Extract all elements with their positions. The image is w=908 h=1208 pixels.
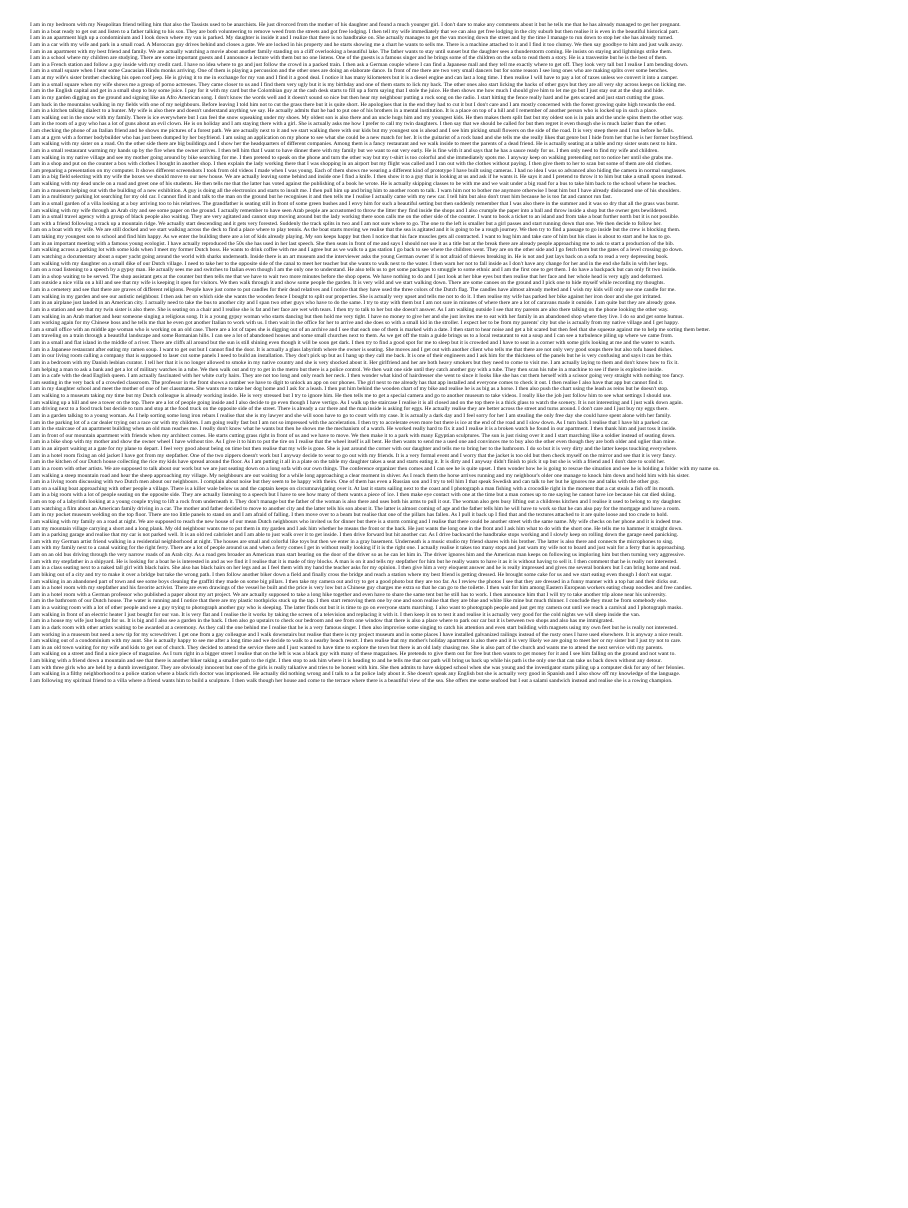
text-line: I am in my bedroom with my Neapolitan friend telling him that also the Tassists used to be anarchists. He just divorced from the mother of his daughter and found a much younger girl. I don't dare to make any comments about it but he tells me that he has already managed to get her pregnant. xyxy=(30,22,681,28)
text-line: I am walking with my wife through an Arab city and see some paper on the ground. I actually remember to have seen Arab people are accustomed to throw the litter they find inside the shops and I also crumple the paper into a ball and throw inside a shop but the owner gets bewildered. xyxy=(30,207,668,214)
text-line: I am in an airport waiting at a gate for my plane to depart. I feel very good about being on time but then realise that my wife is gone. She is just around the corner with our daughter and tells me to bring her to the bathroom. I do so but it is very dirty and the latter keeps touching everywhere. xyxy=(30,446,678,452)
text-line: I am in the bathroom of our Dutch house. The water is running and I notice that there are my plastic toothpicks stuck up the tap. I then start removing them one by one and soon realise that they are blue and white like mine but much thinner. I conclude they must be from somebody else. xyxy=(30,598,668,605)
text-line: I am walking out in the snow with my family. There is ice everywhere but I can feel the snow squeaking under my shoes. My oldest son is also there and an uncle hugs him and my youngest kids. He then makes them split fast but my oldest son is in pain and the uncle spins them the other way. xyxy=(30,114,684,121)
text-line: I am in a parking garage and realise that my car is not parked well. It is an old red cabriolet and I am able to just walk over it to get inside. I then drive forward but hit another car. As I drive backward the handbrake stops working and I slowly keep on rolling down the garage need panicking. xyxy=(30,532,679,539)
text-line: I am in a dark room with other artists waiting to be awarded at a ceremony. As they call the one behind me I realise that he is a very famous singer. I then also improvise some singing to catch his attention and even start building with magnets using my own feet but he is really not interested. xyxy=(30,624,678,631)
text-line: I am in a school where my children are studying. There are some important guests and I announce a lecture with them but no one listens. One of the guests is a famous singer and he brings some of the children on the sofa to read them a story. He is a trasvestite but he is the best of them. xyxy=(30,55,668,62)
text-line: I am in the kitchen of our Dutch house collecting the rice my kids have spread around the floor. As I am putting it all in a plate on the table my daughter takes a seat and starts eating it. It is dirty and I anyway didn't finish to pick it up but she is with a friend and I don't dare to scold her. xyxy=(30,459,666,466)
text-line: I am back in the mountains walking in my fields with one of my neighbours. Before leaving I told him not to cut the grass there but it is quite short. He apologises that in the end they had to cut it but I don't care and I am mostly concerned with the forest growing quite high towards the end. xyxy=(30,101,676,108)
text-line: I am on a sailing boat approaching with other people a village. There is a killer wale below us and the captain keeps on circumnavigating over it. At last it starts sailing next to the coast and I photograph a man fishing with a crocodile right in the moment that a cat steals a fish off its mouth. xyxy=(30,485,675,492)
text-line: I am walking in an abandoned part of town and see some boys cleaning the graffiti they made on some big pillars. I then take my camera out and try to get a good photo but they are too far. As I review the photos I see that they are dressed in a funny manner with a top hat and their dicks out. xyxy=(30,578,679,585)
text-line: I am at my wife's sister brother checking his open roof jeep. He is giving it to me in exchange for my van and I find it a good deal. I notice it has many kilometers but it is a diesel engine and can last a long time. I then realise I will have to pay a lot of taxes unless we convert it into a camper. xyxy=(30,75,679,81)
text-line: I am with my stepfather in a shipyard. He is looking for a boat he is interested in and as we find it I realise that it is made of tiny blocks. A man is on it and tells my stepfather for him but he really wants to have it as it is without having to sell it. I then comment that he is really not interested. xyxy=(30,558,678,565)
text-line: I am in a class seating next to a naked tall girl with black hairs. She also has black hairs on her legs and as I feel them with my hand the teacher asks for my opinion. I then give him a very eloquent answer and he is really impressed and gives me several bonkers but I can bring home and read. xyxy=(30,565,681,572)
text-line: I am walking with my dead uncle on a road and greet one of his students. He then tells me that the latter has voted against the publishing of a book he wrote. He is actually skipping classes to be with me and we wait under a big road for a bus to take him back to the school where he teaches. xyxy=(30,181,677,187)
text-line: I am with my family next to a canal waiting for the right ferry. There are a lot of people around us and when a ferry comes I get in without really looking if it is the right one. I actually realise it takes too many stops and just warn my wife not to board and just wait for a ferry that is approaching. xyxy=(30,545,686,552)
text-line: I am in a boat ready to get out and listen to a father talking to his son. They are both volunteering to remove weed from the streets and got free lodging. I then tell my wife immediately that we can also get free lodging in the city suburb but then realise it is even in the beautiful historical part. xyxy=(30,28,679,35)
text-line: I am my mountain village carrying a short and a long plank. My old neighbour wants me to put them in my garden and I ask him whether he means the front or the back. He just wants the long one in the front and I ask him what to do with the short one. He tells me to hammer it straight down. xyxy=(30,525,683,532)
text-line: I am on a road listening to a speech by a gypsy man. He actually sees me and switches to Italian even though I am the only one to understand. He also tells us to get some packages to smuggle to some ethnic and I am the first one to get them. I do have a backpack but can only fit two inside. xyxy=(30,267,677,274)
text-line: I am on a boat with my wife. We are still docked and we start walking across the deck to find a place where to play tennis. As the boat starts moving we realise that the sea is agitated and it is going to be a rough journey. We then try to find a passage to go inside but the crew is blocking them. xyxy=(30,227,681,234)
text-line: I am in a small and flat island in the middle of a river. There are cliffs all around but the sun is still shining even though it will be soon get dark. I then try to find a good spot for me to sleep but it is crowded and I have to seat in a corner with some girls looking at me and the water to watch. xyxy=(30,340,676,346)
text-line: I am in a car with my wife and park in a small road. A Moroccan guy drives behind and closes a gate. We are locked in his property and he starts showing me a chart he wants to sells me. There is a machine attached to it and I find it too clumsy. We then say goodbye to him and just walk away. xyxy=(30,41,683,48)
text-line: I am walking a steep mountain road and hear the sheep approaching my village. My neighbours are out waiting for a while long approaching a clear moment in shiver. As I reach them the horse arrives running and my neighbour's older one manage to knock him down and hold him with his sister. xyxy=(30,472,690,479)
text-line: I am walking in my native village and see my mother going around by bike searching for me. I then pretend to speak on the phone and turn the other way but my t-shirt is too colorful and she immediately spots me. I anyway keep on walking pretending not to notice her until she grabs me. xyxy=(30,154,673,161)
text-line: I am biking with a friend down a mountain and see that there is another biker taking a smaller path to the right. I then stop to ask him where it is heading to and he tells me that our path will bring us back up while his path is the only one that can take us back down without any detour. xyxy=(30,658,662,664)
text-line: I am with three girls who are held by a dumb investigator. They are obviously innocent but one of the girls is really talkative and tries to be honest with him. She then admits to have skipped school when she was young and the investigator starts piling up a computer disk for any of her felonies. xyxy=(30,664,685,671)
text-line: I am walking in front of an electric heater I just bought for our van. It is very flat and I realise the it works by taking the screen of a television and replacing it with it. I then keep it on to test it and realise it is actually very good for the cold nights we will sleep inside the van. xyxy=(30,611,641,618)
text-line: I am with a friend following a track up a mountain ridge. We actually start descending and it gets very forested. Suddenly the track splits in two and I am not sure where to go. The one to the left is smaller but a girl passes and start running down that one. We then decide to follow her. xyxy=(30,220,662,227)
text-line: I am in a living room discussing with two Dutch men about our neighbours. I complain about noise but they seem to be happy with theirs. One of them has even a Russian son and I try to tell him I that speak Swedish and can talk to her but he ignores me and talks with the other guy. xyxy=(30,479,660,486)
text-line: I am in a multistory parking lot searching for my old car. I cannot find it and talk to the man on the ground but he recognises it and then tells me I realise I actually came with my new car. I tell him but also don't trust him because he is too fat and cannot run fast. xyxy=(30,194,612,201)
text-line: I am in a bike shop with my mother and show the owner wheel I have without tire. As I give it to him to put the tire on I realise that the wheel itself is all bent. He then wants to send me a used one and convinces me to buy also the other even though they are both older and uglier than mine. xyxy=(30,439,676,446)
text-line: I am traveling on a train through a beautiful landscape and some Romanian hills. I can see a lot of abandoned houses and some small churches next to them. As we get off the train a guide brings us to a local restaurant to eat a soup and I can see a turbulence piling up where we came from. xyxy=(30,333,674,340)
text-line: I am on top of a labyrinth looking at a young couple trying to lift a rock from underneath it. They don't manage but the father of the woman is also there and uses both his arms to pull it out. The woman also gets busy lifting out a childrens kitchen and I realise it used to belong to my daughter. xyxy=(30,499,682,505)
text-line: I am in an airplane just landed in an American city. I actually need to take the bus to another city and I span two other guys who have to do the same. I try to stay with them but I am not sure in minutes of where there are a lot of caravans made it outside. I am quite but they are already gone. xyxy=(30,300,677,307)
text-line: I am in a small square when my wife shows me a group of porno actresses. They came closer to us and I find them very ugly but it is my birthday and one of them starts to lick my back. The other ones also start licking the backs of other guys but they are all very shy across keeps on licking me. xyxy=(30,81,687,88)
text-line: I am in a bedroom with my Danish lesbian curator. I tell her that it is no longer allowed to smoke in my native country and she is very shocked about it. Her girlfriend and her are both heavy smokers but they need to come to visit me. I am actually laying to them and don't know how to fix it. xyxy=(30,359,679,366)
text-line: I am in a small square when I hear some Caucasian Hindu monks arriving. One of them is playing a percussion and the other ones are doing an elaborate dance. In front of me there are two very small dancers but for some reason I see long ones who are making splits over some benches. xyxy=(30,68,669,75)
text-line: I am checking the phone of an Italian friend and he shows me pictures of a forest path. We are actually next to it and we start walking there with our kids but my youngest son is ahead and I see him picking small flowers on the side of the road. It is very steep there and I run before he falls. xyxy=(30,128,675,134)
text-line: I am in an apartment high up a condominium and I look down where my van is parked. My daughter is inside it and I realize that there is no handbrake on. She actually manages to get the van moving down the street and by the time I manage to run down to stop her she has already turned. xyxy=(30,35,674,42)
text-line: I am walking out of a condominium with my aunt. She is actually happy to see me after a long time and we decide to walk to a nearby beach resort. I then realise that my mother's holiday apartment is also there and it is very likely we are going to meet her or my sister but I just try not to care. xyxy=(30,638,682,645)
text-line: I am in a cafe with the dead English queen. I am actually fascinated with her white curly hairs. They are not too long and only reach her neck. I then wonder what kind of hairdresser she went to since it looks like she has cut them herself with a scissor going very straight with nothing too fancy. xyxy=(30,373,685,380)
text-line: I am walking with my sister on a road. On the other side there are big buildings and I show her the headquarters of different companies. Among them is a fancy restaurant and we walk inside to meet the parents of a dead friend. He is actually seating at a table and my sister seats next to him. xyxy=(30,141,677,148)
text-line: I am in a kitchen talking dialect to a hunter. My wife is also there and doesn't understand anything we say. He actually admits that he had to put one of his brothers in a mental institution. It is a place on top of a hill and I remember of another person who is locked up in such a place. xyxy=(30,108,658,115)
text-line: I am in an apartment with my best friend and family. We are actually watching a movie about another family standing on a cliff overlooking a beautiful lake. The father wants to stay until sunset but the daughter sees a thunderstorm coming. He insists on staying and lightnings strike them. xyxy=(30,48,673,55)
text-line: I am in a hotel room with my stepfather and his favorite activist. There are even drawings of the vessel he built and the price is very low but a Chinese guy charges me extra so that he can go to the toilette. I then wait for him among Eastern European workers eating cheap noodles and free candies. xyxy=(30,585,693,592)
text-line: I am in a house my wife just bought for us. It is big and I also see a garden in the back. I then also go upstairs to check our bedroom and see from one window that there is also a place where to park our car but it is between two shops and also has me immigrated. xyxy=(30,618,614,625)
text-line: I am in the room of a guy who has a lot of guns about an evil clown. He is on holiday and I am staying there with a girl. She is actually asks me how I prefer to call my twin daughters. I then say that we should be called for but then regret it even though she is much lazier than the other. xyxy=(30,121,667,128)
text-line: I am in a small restaurant warming my hands up by the fire when the owner arrives. I then tell him that I want to have dinner there with my family but we want to eat very early. He is fine with it and says that he has a sauce ready for us. I then only need to find my wife and children. xyxy=(30,147,659,154)
text-line: I am in an old town waiting for my wife and kids to get out of church. They decided to attend the service there and I just wanted to have time to explore the town but there is an old lady chasing me. She is also part of the church and wants me to attend the next service with my parents. xyxy=(30,644,664,651)
text-line: I am walking to a museum taking my time but my Dutch colleague is already working inside. He is very stressed but I try to ignore him. He then tells me to get a special camera and go to another museum to take videos. I really like the job just follow him to see what settings I should use. xyxy=(30,393,672,399)
text-line: I am watching a documentary about a super yacht going around the world with sharks underneath. Inside there is an art museum and the interviewer asks the young German owner if is not afraid of thieves breaking in. He is not and just lays back on a sofa to read a very depressing book. xyxy=(30,253,669,260)
text-line: I am a small office with an middle age woman who is working on an old case. There are a lot of tapes she is digging out of an archive and I see that each one of them is marked with a date. I then start to hear noise and get a bit scared but then feel that she squeeze against me to help me sorting them better. xyxy=(30,326,711,333)
text-line: I am in a hotel room with a German professor who published a paper about my art project. We are actually supposed to take a long hike together and even have to share the same tent but he still has to work. I then announce him that I will try to take another trip alone near his university. xyxy=(30,591,667,598)
text-line: I am with my German artist friend walking in a residential neighborhood at night. The houses are small and colorful like toys but then we enter in a gray basement. Underneath is a music studio my friend shares with his brother. The latter is also there and connects the microphones to sing. xyxy=(30,538,674,545)
text-line: I am on an old bus driving through the very narrow roads of an Arab city. As a road gets broader an American man start bearing on the door of the driver so as he can let him in. The driver ignores him and the American man keeps on following us imploring him but then turning very aggressive. xyxy=(30,552,685,558)
text-line: I am in an important meeting with a famous young ecologist. I have actually reproduced the 50s she has used in her last speech. She then seats in front of me and says I should not use it as a title but at the break there are already people approaching me to ask to start a production of the bib. xyxy=(30,240,675,247)
text-line: I am walking in an Arab market and hear someone singing a religious song. It is a young gypsy woman who starts dancing but then hold me very tight. I have no money to give her and she just invites me to eat with her family in an abandoned shop where they live. I do so and get some humus. xyxy=(30,313,684,320)
text-line: I am in a waiting room with a lot of other people and see a guy trying to photograph another guy who is sleeping. The latter finds out but it is time to go on everyone starts marching. I also want to photograph people and just get my camera out until we reach a carnival and I photograph masks. xyxy=(30,605,683,611)
text-line: I am walking on a street and find a nice piece of magazine. As I turn right in a bigger street I realise that on the left is was a black guy with many of these magazines. He pretends to give them out for free but then wants to get money for it and I see him falling on the ground and not want to. xyxy=(30,651,676,658)
text-line: I am outside a nice villa on a hill and see that my wife is keeping it open for visitors. We then walk through it and show some people the garden. It is very wild and we start walking down. There are some canoes on the ground and I pick one to hide myself while recording my thoughts. xyxy=(30,280,665,287)
text-line: I am walking in a filthy neighborhood to a police station where a black rich doctor was imprisoned. He actually did nothing wrong and I talk to a fat police lady about it. She doesn't speak any English but she is actually very good in Spanish and I also show off my knowledge of the language. xyxy=(30,671,681,678)
text-line: I am in my pocket museum welding on the top floor. There are too little panels to stand on and I am afraid of falling. I then move over to a beam but realise that one of the pillars has fallen. As I pull it back up I find that and the textures attached to it are quite loose and too crude to hold. xyxy=(30,512,668,519)
text-line: I am seating in the very back of a crowded classroom. The professor in the front shows a number we have to digit to unlock an app on our phones. The girl next to me already has that app installed and everyone comes to check it out. I then realise I also have that app but cannot find it. xyxy=(30,379,664,386)
text-line: I am walking in my garden and see our autistic neighbour. I then ask her on which side she wants the wooden fence I bought to split our properties. She is actually very upset and tells me not to do it. I then realise my wife has parked her bike against her iron door and she got irritated. xyxy=(30,293,662,300)
text-line: I am at a gym with a former bodybuilder who has just been dumped by her boyfriend. I am using an application on my phone to see what she could be a new match for her. It is the guitarist of a rock band and she tells me she really likes that genre but I hide from her that he is her former boyfriend. xyxy=(30,134,694,141)
text-block xyxy=(30,22,882,685)
text-line: I am in a big room with a lot of people seating on the opposite side. They are actually listening to a speech but I have to see how many of them wants a piece of ice. I then make eye contact with one at the time but a man comes up to me saying he cannot have ice because his cat died skiing. xyxy=(30,492,676,499)
text-line: I am watching a film about an American family driving in a car. The mother and father decided to move to another city and the latter tells his son about it. The latter is almost coming of age and the father tells him he will have to work so that he can also pay for the mortgage and have a room. xyxy=(30,505,681,512)
text-line: I am in a cemetery and see that there are graves of different religions. People have just come to put candles for their dead relatives and I notice that they have used the three colors of the Dutch flag. The candles have almost already melted and I wish my kids will only use one candle for me. xyxy=(30,287,676,293)
text-line: I am biking out of a city and try to make it over a bridge but take the wrong path. I then follow another biker down a field and finally cross the bridge and reach a station where my best friend is getting dressed. He brought some cake for us and we start eating even though I don't eat sugar. xyxy=(30,571,672,578)
text-line: I am in a museum helping out with the building of a new exhibition. A guy is doing all the electronics and starts to insult me. I then pull him up and bring him to another room to talk. I warn him not to bother me anymore otherwise I beat him but I have already dislocated one of his shoulders. xyxy=(30,187,681,194)
text-line: I am in front of our mountain apartment with friends when my architect comes. He starts cutting grass right in front of us and we have to move. We then make it to a park with many Egyptian sculptures. The sun is just rising over it and I start marching like a soldier instead of seating down. xyxy=(30,432,676,439)
text-line: I am in the parking lot of a car dealer trying out a race car with my children. I am going really fast but I am not so impressed with the acceleration. I then try to accelerate even more but there is ice at the end of the road and I slow down. As I turn back I realise that I have hit a parked car. xyxy=(30,419,669,426)
text-line: I am in the English capital and get in a small shop to buy some juice. I pay for it with my card but the Colombian guy at the cash desk starts to fill up a form saying that I stole the juice. He then shows me how much I should give him to let me go but I just stay out at the shop and hide. xyxy=(30,88,665,95)
text-line: I am in a small garden of a villa looking at a boy arriving too to his relatives. The grandfather is seating still in front of some green bushes and I envy him for such a beautiful setting but then suddenly remember that I was also there in the summer and it was so dry that all the grass was burnt. xyxy=(30,200,680,207)
text-line: I am in a Japanese restaurant after eating my ramen soup. I want to get out but I cannot find the door. It is actually a glass labyrinth where the owner is seating. She moves and I get out with another client who tells me that there are not only very good soups there but also tofu based dishes. xyxy=(30,346,674,353)
text-line: I am preparing a presentation on my computer. It shows different screenshots I took from old videos I made when I was young. Each of them shows me wearing a different kind of prototype I have built using cameras. I had no idea I was so advanced also hiding the camera in normal sunglasses. xyxy=(30,167,687,174)
text-line: I am in my garden digging on the ground and signing like an Afro American song. I don't know the words well and it doesn't sound so nice but then hear my neighbour putting a rock song on the radio. I start hitting the fence really hard and he gets scared and just start cutting the grass. xyxy=(30,94,665,101)
text-line: I am in a room with other artists. We are supposed to talk about our work but we are just seating down on a long sofa with our own things. The conference organizer then comes and I can see he is quite upset. I then wonder how he is going to rescue the situation and see he is holding a folder with my name on. xyxy=(30,465,720,472)
text-line: I am taking my youngest son to school and find him happy. As we enter the building there are a lot of kids already playing. My son keeps happy but then I notice that his face muscles gets all contracted. I want to hug him and take care of him but his class is about to start and he has to go. xyxy=(30,234,672,240)
text-line: I am working in a museum but need a new tip for my screwdriver. I get one from a gay colleague and I walk downstairs but realise that there is my project museum and in some places I have installed galvanized railings instead of the rusty ones I have used elsewhere. It is anyway a nice result. xyxy=(30,631,683,638)
text-line: I am in the staircase of an apartment building when an old man reaches me. I really don't know what he wants but then he shows me the mechanism of a watch. He worked really hard to fix it and I realise it is a broken watch he found in our apartment. I then thank him and just toss it inside. xyxy=(30,426,677,433)
text-line: I am walking with my daughter on a small dike of our Dutch village. I need to take her to the opposite side of the canal to meet her teacher but she wants to walk next to the water. I then warn her not to fall inside as I don't have any change for her and in the end she falls in with her legs. xyxy=(30,260,669,267)
text-line: I am in a shop waiting to be served. The shop assistant gets at the counter but then tells me that we have to wait two more minutes before the shop opens. We have nothing to do and I just look at her blue eyes but then realise that her face and her whole head is very ugly and deformed. xyxy=(30,273,664,280)
text-line: I am walking with my family on a road at night. We are supposed to reach the new house of our mean Dutch neighbours who invited us for dinner but there is a storm coming and I realise that there could be another street with the same name. My wife checks on her phone and it is indeed true. xyxy=(30,518,682,525)
text-line: I am walking across a parking lot with some kids when I meet my former Dutch boss. He wants to drink coffee with me and I agree but as we walk to a gas station I go back to see where the children went. They are on the other side and I go fetch them but the gates of a level crossing go down. xyxy=(30,247,684,254)
text-line: I am in a garden talking to a young woman. As I help sorting some long iron rebars I realise that she is my lawyer and she will soon have to go to court with my case. It is actually a dark day and I feel sorry for her I am stealing the only free day she could have spent alone with her family. xyxy=(30,412,672,419)
text-line: I am in a station and see that my twin sister is also there. She is seating on a chair and I realise she is fat and her face are wet with tears. I then try to talk to her but she doesn't answer. As I am walking outside I see that my parents are also there talking on the phone looking the other way. xyxy=(30,306,669,313)
text-line: I am in a small travel agency with a group of black people also waiting. They are very agitated and cannot stop moving around but the lady working there soon calls me on the other side of the counter. I want to book a ticket to an island and from take a boat further north but it is not possible. xyxy=(30,214,680,221)
text-line: I am driving next to a food truck but decide to turn and stop at the food truck on the opposite side of the street. There is already a car there and the man inside is asking for eggs. He actually realise they are better across the street and turns around. I don't care and I just buy my eggs there. xyxy=(30,406,669,413)
text-line: I am walking up a hill and see a tower on the top. There are a lot of people going inside and I also decide to go even though I have vertigo. As I walk up the staircase I realise it is all closed and on the top there is a thick glass to watch the scenery. It is not interesting and I just walk down again. xyxy=(30,399,683,406)
text-line: I am working again for my Chinese boss and he tells me that he even got another Italian to work with us. I then wait in the office for her to arrive and she does so with a small kid in the stroller. I expect her to be from my parents' city but she is actually from my native village and I get happy. xyxy=(30,320,679,327)
text-line: I am following my spiritual friend to a villa where a friend wants him to build a sculpture. I then walk though her house and come to the terrace where there is a beautiful view of the sea. She offers me some seafood but I eat a salami sandwich instead and realise she is a rowing champion. xyxy=(30,677,673,684)
text-line: I am in a hotel room fixing an old jacket I have got from my stepfather. One of the two zippers doesn't work but I anyway decide to wear to go out with my friends. It is a very formal event and I worry that the jacket is too old but then check myself on the mirror and see that it is very fancy. xyxy=(30,452,676,459)
text-line: I am helping a man to ask a bank and get a lot of military watches in a tube. We then walk out and try to get in the metro but there is a police control. We then wait one side until they catch another guy with a tube. They then scan his tube in a machine to see if there is explosive inside. xyxy=(30,366,663,373)
text-line: I am in a shop and put on the counter a box with clothes I bought in another shop. I then explain the lady working there that I was shopping in an airport but my flight was called and I ran out with the clothes without paying. I then give them to her to scan but some of them are old clothes. xyxy=(30,161,672,168)
text-line: I am in my daughter school and meet the mother of one of her classmates. She wants me to take her dog home and I ask for a leash. I then put him behind the wooden chart of my bike and realise he is as big as a horse. I then also push the chart using the leash as reins but he doesn't stop. xyxy=(30,386,669,393)
text-line: I am in a French station and follow a guy inside with my credit card. I have no idea where to go and just follow the crowd in a packed train. I then ask a German couple where I can find a Japanese mall and they tell me exactly where to get off. They look very tall but I realise I am bending down. xyxy=(30,61,689,68)
text-line: I am in our living room calling a company that is supposed to laser cut some panels I need to build an installation. They don't pick up but as I hang up they call me back. It is one of their engineers and I ask him for the thickness of the panels but he is very confusing and says it can be thin. xyxy=(30,353,673,360)
text-line: I am in a big field selecting with my wife the boxes we should move to our new house. We are actually leaving some behind and inside one I find a knife. I then show it to a guy that is looking at us and ask if he wants it. He says it and I pretend to throw it to him but take a small spoon instead. xyxy=(30,174,683,181)
